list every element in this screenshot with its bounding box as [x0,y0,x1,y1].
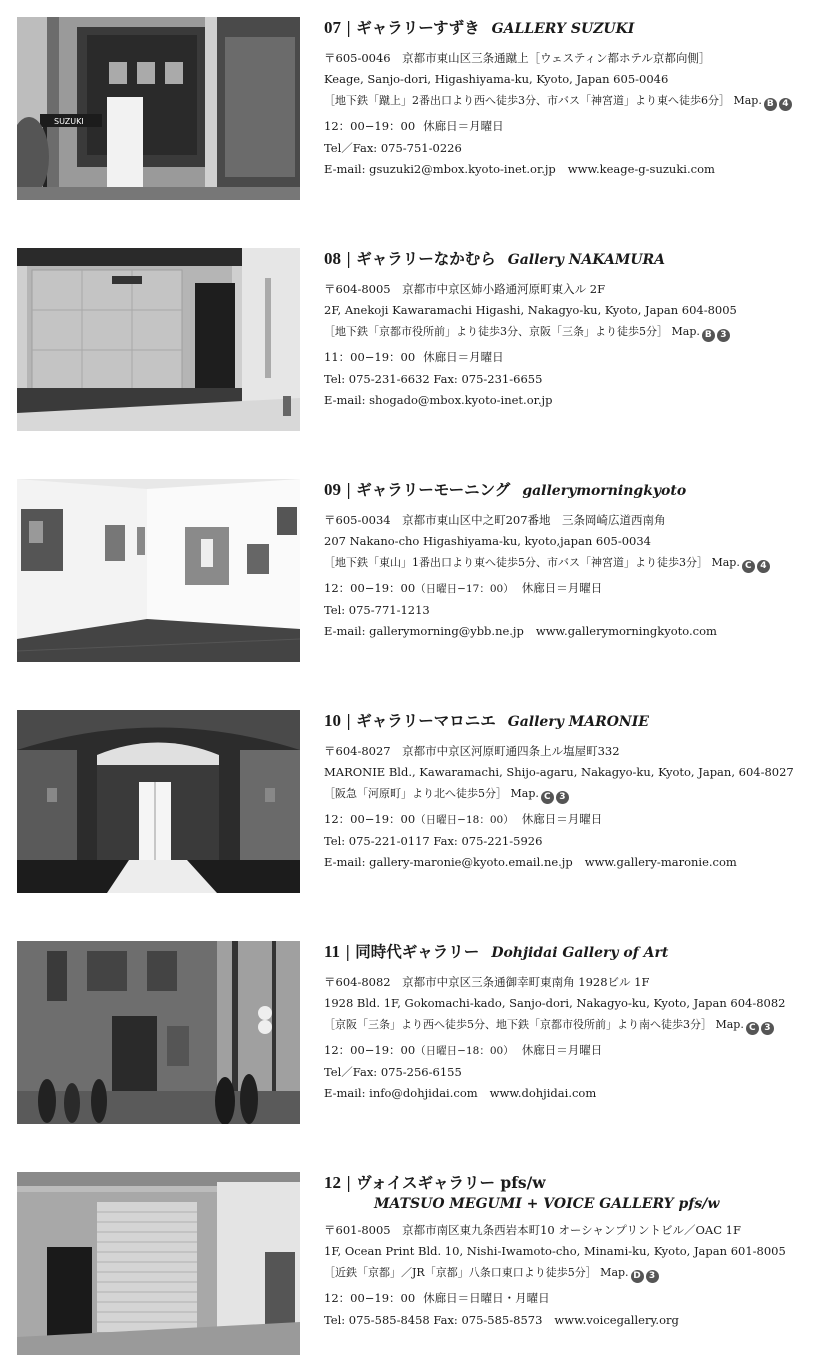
gallery-entry-09 [0,479,825,679]
website-link[interactable]: www.dohjidai.com [489,1086,597,1100]
contact-line [324,159,814,180]
address-en: 1F, Ocean Print Bld. 10, Nishi-Iwamoto-cho, Minami-ku, Kyoto, Japan 601-8005 [324,1244,786,1258]
postal-address-ja: 〒605-0034 京都市東山区中之町207番地 三条岡崎広道西南角 [324,513,666,527]
email-link[interactable]: E-mail: gallery-maronie@kyoto.email.ne.jp [324,855,573,869]
gallery-entry-08 [0,248,825,448]
map-number-badge: 4 [779,98,792,111]
gallery-name-ja: ギャラリーマロニエ [356,711,496,730]
gallery-name-en: GALLERY SUZUKI [491,21,635,37]
gallery-title: 12 | ヴォイスギャラリー pfs/w [324,1173,546,1192]
contact-line [324,621,814,642]
map-number-badge: 3 [646,1270,659,1283]
phone: Tel: 075-231-6632 Fax: 075-231-6655 [324,372,543,386]
website-link[interactable]: www.gallery-maronie.com [584,855,737,869]
address-en: 2F, Anekoji Kawaramachi Higashi, Nakagyo-ku, Kyoto, Japan 604-8005 [324,303,737,317]
opening-hours: 12：00−19：00 休廊日＝月曜日 [324,119,504,133]
gallery-photo-voice [17,1172,300,1355]
closed-days: 休廊日＝日曜日・月曜日 [423,1291,550,1305]
map-number-badge: 4 [757,560,770,573]
phone: Tel: 075-771-1213 [324,603,430,617]
gallery-name-en: Dohjidai Gallery of Art [491,945,669,961]
gallery-title: 11 | 同時代ギャラリー Dohjidai Gallery of Art [324,942,669,961]
closed-days: 休廊日＝月曜日 [521,812,603,826]
access-directions: ［地下鉄「蹴上」2番出口より西へ徒歩3分、市バス「神宮道」より東へ徒歩6分］ Map. B 4 [324,90,814,111]
map-number-badge: 3 [556,791,569,804]
website-link[interactable]: www.gallerymorningkyoto.com [535,624,717,638]
map-letter-badge: C [746,1022,759,1035]
postal-address-ja: 〒604-8005 京都市中京区姉小路通河原町東入ル 2F [324,282,606,296]
gallery-entry-11 [0,941,825,1141]
gallery-photo-maronie [17,710,300,893]
gallery-name-en: gallerymorningkyoto [522,483,687,499]
phone: Tel: 075-585-8458 Fax: 075-585-8573 [324,1313,543,1327]
map-letter-badge: C [742,560,755,573]
contact-line [324,852,814,873]
contact-line [324,1083,814,1104]
gallery-title: 09 | ギャラリーモーニング gallerymorningkyoto [324,480,687,499]
phone: Tel／Fax: 075-256-6155 [324,1065,462,1079]
gallery-name-en: Gallery NAKAMURA [507,252,666,268]
closed-days: 休廊日＝月曜日 [423,119,504,133]
gallery-number: 10 [324,711,341,730]
gallery-photo-morning [17,479,300,662]
access-directions: ［地下鉄「京都市役所前」より徒歩3分、京阪「三条」より徒歩5分］ Map. B 3 [324,321,814,342]
gallery-name-ja: ヴォイスギャラリー pfs/w [356,1173,546,1192]
postal-address-ja: 〒605-0046 京都市東山区三条通蹴上［ウェスティン都ホテル京都向側］ [324,51,711,65]
access-directions: ［近鉄「京都」／JR「京都」八条口東口より徒歩5分］ Map. D 3 [324,1262,814,1283]
email-link[interactable]: E-mail: gsuzuki2@mbox.kyoto-inet.or.jp [324,162,556,176]
gallery-title: 08 | ギャラリーなかむら Gallery NAKAMURA [324,249,666,268]
gallery-photo-nakamura [17,248,300,431]
contact-line [324,1310,814,1331]
access-directions: ［京阪「三条」より西へ徒歩5分、地下鉄「京都市役所前」より南へ徒歩3分］ Map. C 3 [324,1014,814,1035]
phone: Tel／Fax: 075-751-0226 [324,141,462,155]
contact-line [324,390,814,411]
gallery-entry-10 [0,710,825,910]
map-letter-badge: C [541,791,554,804]
gallery-number: 11 [324,942,341,961]
postal-address-ja: 〒604-8027 京都市中京区河原町通四条上ル塩屋町332 [324,744,620,758]
gallery-name-en: Gallery MARONIE [507,714,649,730]
address-en: MARONIE Bld., Kawaramachi, Shijo-agaru, Nakagyo-ku, Kyoto, Japan, 604-8027 [324,765,794,779]
map-number-badge: 3 [717,329,730,342]
postal-address-ja: 〒604-8082 京都市中京区三条通御幸町東南角 1928ビル 1F [324,975,650,989]
opening-hours: 12：00−19：00（日曜日−18：00） 休廊日＝月曜日 [324,812,603,826]
gallery-name-en: MATSUO MEGUMI + VOICE GALLERY pfs/w [374,1196,720,1212]
gallery-title: 10 | ギャラリーマロニエ Gallery MARONIE [324,711,649,730]
gallery-entry-12 [0,1172,825,1372]
address-en: Keage, Sanjo-dori, Higashiyama-ku, Kyoto, Japan 605-0046 [324,72,669,86]
gallery-title: 07 | ギャラリーすずき GALLERY SUZUKI [324,18,635,37]
closed-days: 休廊日＝月曜日 [521,1043,603,1057]
address-en: 207 Nakano-cho Higashiyama-ku, kyoto,japan 605-0034 [324,534,651,548]
gallery-photo-suzuki [17,17,300,200]
gallery-number: 12 [324,1173,341,1192]
postal-address-ja: 〒601-8005 京都市南区東九条西岩本町10 オーシャンプリントビル／OAC 1F [324,1223,741,1237]
gallery-number: 08 [324,249,341,268]
sign-text: SUZUKI [54,117,84,126]
gallery-photo-dohjidai [17,941,300,1124]
address-en: 1928 Bld. 1F, Gokomachi-kado, Sanjo-dori, Nakagyo-ku, Kyoto, Japan 604-8082 [324,996,786,1010]
email-link[interactable]: E-mail: info@dohjidai.com [324,1086,478,1100]
gallery-name-ja: ギャラリーすずき [356,18,480,37]
gallery-entry-07 [0,17,825,217]
closed-days: 休廊日＝月曜日 [521,581,603,595]
opening-hours: 12：00−19：00（日曜日−17：00） 休廊日＝月曜日 [324,581,603,595]
email-link[interactable]: E-mail: shogado@mbox.kyoto-inet.or.jp [324,393,553,407]
phone: Tel: 075-221-0117 Fax: 075-221-5926 [324,834,543,848]
opening-hours: 11：00−19：00 休廊日＝月曜日 [324,350,504,364]
closed-days: 休廊日＝月曜日 [423,350,504,364]
map-letter-badge: B [764,98,777,111]
gallery-name-ja: ギャラリーモーニング [356,480,511,499]
gallery-name-ja: 同時代ギャラリー [355,942,480,961]
email-link[interactable]: E-mail: gallerymorning@ybb.ne.jp [324,624,524,638]
map-letter-badge: B [702,329,715,342]
website-link[interactable]: www.voicegallery.org [554,1313,679,1327]
map-number-badge: 3 [761,1022,774,1035]
gallery-number: 09 [324,480,341,499]
access-directions: ［地下鉄「東山」1番出口より東へ徒歩5分、市バス「神宮道」より徒歩3分］ Map. C 4 [324,552,814,573]
gallery-name-ja: ギャラリーなかむら [356,249,496,268]
opening-hours: 12：00−19：00 休廊日＝日曜日・月曜日 [324,1291,550,1305]
access-directions: ［阪急「河原町」より北へ徒歩5分］ Map. C 3 [324,783,814,804]
gallery-number: 07 [324,18,341,37]
website-link[interactable]: www.keage-g-suzuki.com [567,162,715,176]
map-letter-badge: D [631,1270,644,1283]
opening-hours: 12：00−19：00（日曜日−18：00） 休廊日＝月曜日 [324,1043,603,1057]
